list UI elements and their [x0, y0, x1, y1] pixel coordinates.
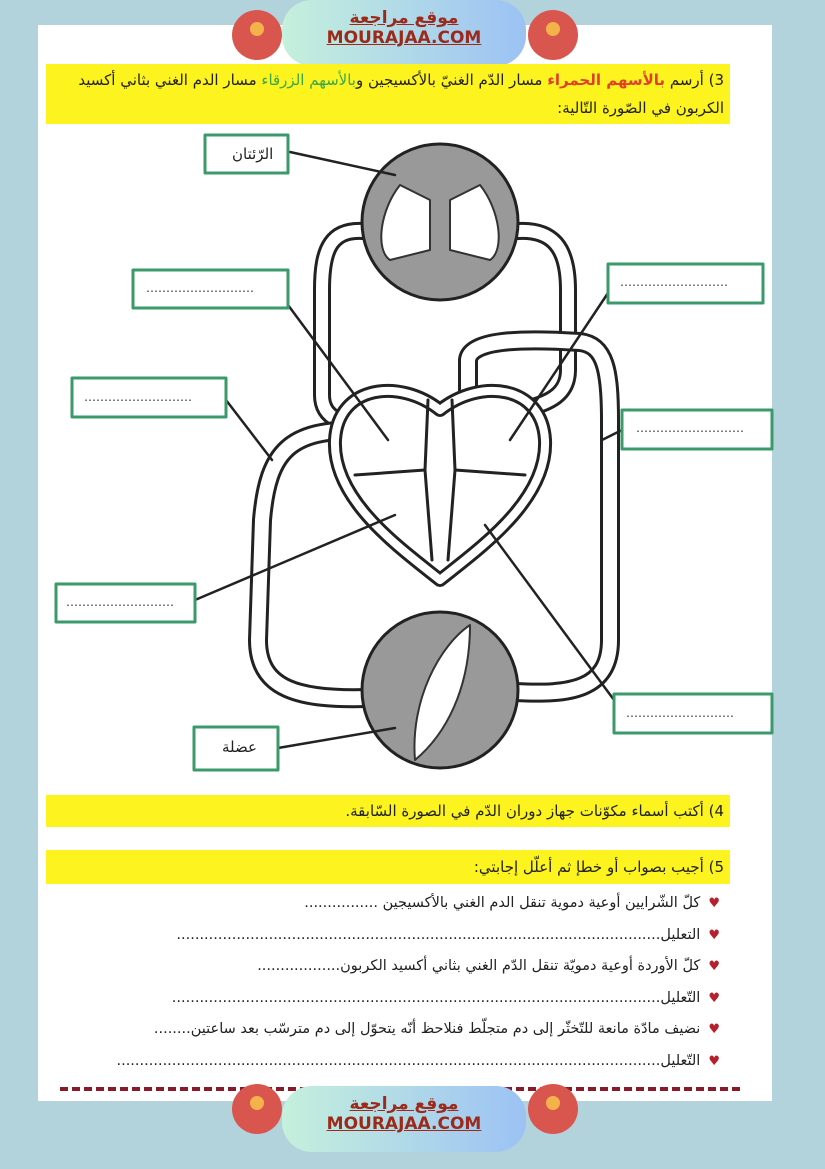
item-text: نضيف مادّة مانعة للتّخثّر إلى دم متجلّط فنلاحظ أنّه يتحوّل إلى دم مترسّب بعد ساعتين........	[153, 1021, 701, 1037]
heart-bullet-icon: ♥	[708, 959, 720, 974]
list-item	[80, 1014, 720, 1046]
site-logo-icon	[528, 1084, 578, 1134]
blank-label-field[interactable]: ………………………	[66, 595, 174, 609]
watermark-badge-bottom[interactable]	[282, 1086, 526, 1152]
item-text: التّعليل..........................................................................................................	[171, 989, 701, 1006]
watermark-arabic: موقع مراجعة	[349, 1094, 459, 1114]
true-false-list	[80, 888, 720, 1077]
lungs-label: الرّئتان	[232, 145, 274, 163]
heart-bullet-icon: ♥	[708, 1022, 720, 1037]
list-item	[80, 920, 720, 952]
blank-label-field[interactable]: ………………………	[626, 706, 734, 720]
q3-text: مسار الدم الغني بثاني أكسيد الكربون في الصّورة التّالية:	[78, 71, 724, 117]
blank-label-field[interactable]: ………………………	[636, 421, 744, 435]
item-text: التّعليل......................................................................................................................	[116, 1052, 701, 1069]
watermark-arabic: موقع مراجعة	[349, 8, 459, 28]
heart-bullet-icon: ♥	[708, 1053, 720, 1069]
q3-text: أرسم	[669, 71, 704, 89]
q3-blue-arrows: بالأسهم الزرقاء	[261, 71, 356, 89]
heart-bullet-icon: ♥	[708, 990, 720, 1006]
list-item	[80, 1046, 720, 1078]
question-5: 5) أجيب بصواب أو خطإ ثم أعلّل إجابتي:	[46, 850, 730, 884]
heart	[335, 391, 545, 580]
blank-label-field[interactable]: ………………………	[620, 275, 728, 289]
muscle-label: عضلة	[222, 738, 257, 756]
blank-label-field[interactable]: ………………………	[146, 281, 254, 295]
q3-number: 3)	[708, 71, 724, 89]
heart-bullet-icon: ♥	[708, 927, 720, 943]
q3-red-arrows: بالأسهم الحمراء	[547, 71, 666, 89]
item-text: التعليل.........................................................................................................	[176, 926, 701, 943]
list-item	[80, 951, 720, 983]
site-logo-icon	[232, 1084, 282, 1134]
blank-label-field[interactable]: ………………………	[84, 390, 192, 404]
item-text: كلّ الشّرايين أوعية دموية تنقل الدم الغني بالأكسيجين ................	[304, 895, 701, 911]
watermark-latin: MOURAJAA.COM	[326, 28, 482, 48]
heart-bullet-icon: ♥	[708, 896, 720, 911]
list-item	[80, 983, 720, 1015]
item-text: كلّ الأوردة أوعية دمويّة تنقل الدّم الغني بثاني أكسيد الكربون..................	[257, 958, 701, 974]
q3-text: مسار الدّم الغنيّ بالأكسيجين و	[355, 71, 543, 89]
list-item	[80, 888, 720, 920]
question-4: 4) أكتب أسماء مكوّنات جهاز دوران الدّم في الصورة السّابقة.	[46, 795, 730, 827]
watermark-latin: MOURAJAA.COM	[326, 1114, 482, 1134]
